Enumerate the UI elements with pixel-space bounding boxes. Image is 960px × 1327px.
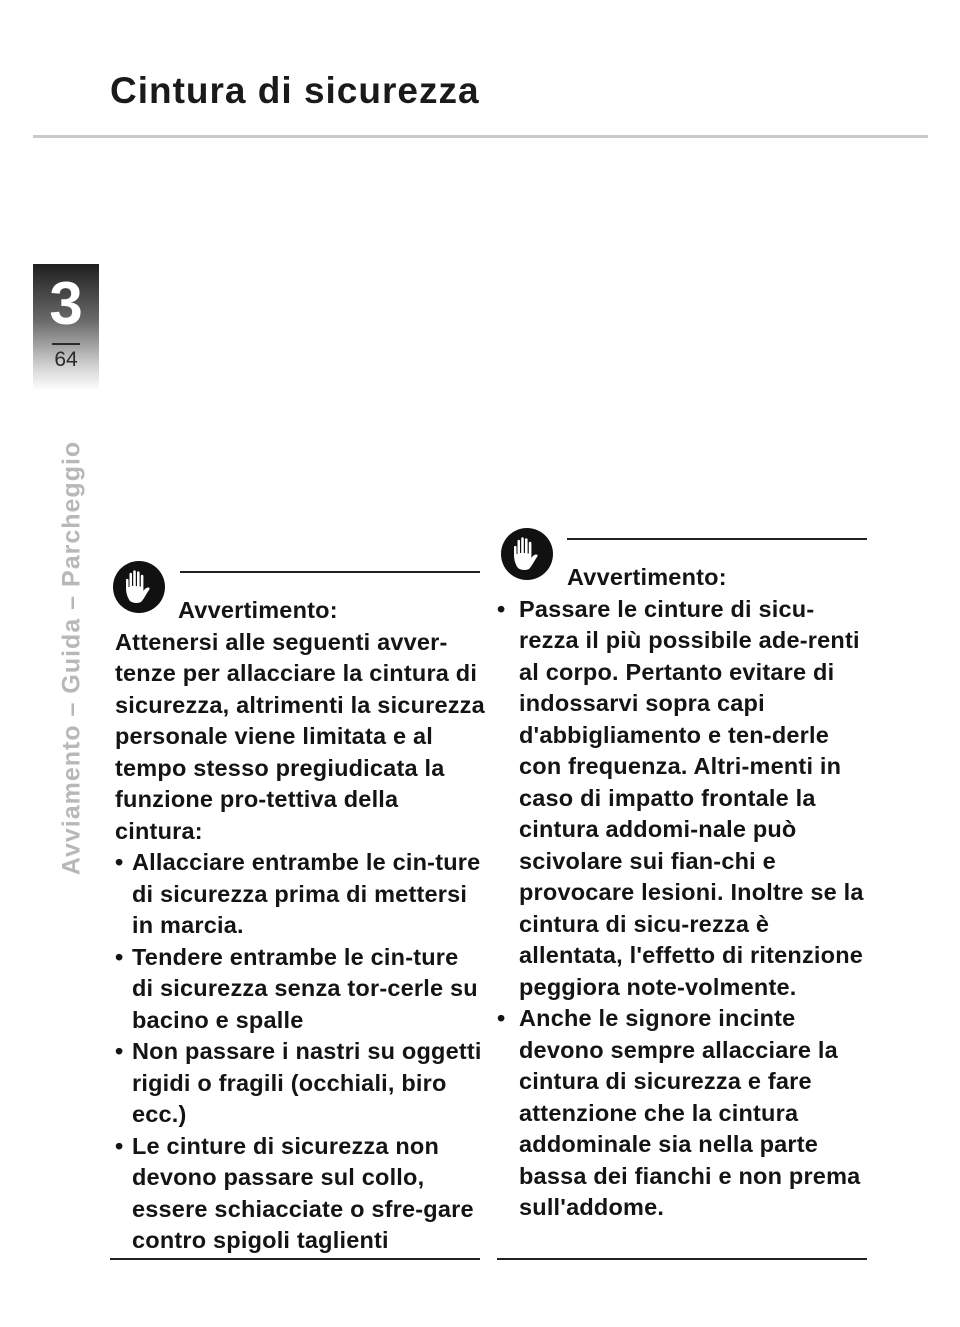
- chapter-number: 3: [49, 270, 83, 337]
- warning-bottom-rule: [110, 1258, 480, 1260]
- warning-box-right: [497, 562, 872, 1224]
- list-item: • Passare le cinture di sicu-rezza il più possibile ade-renti al corpo. Pertanto evitare di indossarvi sopra capi d'abbigliamento e ten-derle con frequenza. Altri-menti in caso di impatto frontale la cintura addomi-nale può scivolare sui fian-chi e provocare lesioni. Inoltre se la cintura di sicu-rezza è allentata, l'effetto di ritenzione peggiora note-volmente.: [497, 594, 872, 1004]
- page-title: Cintura di sicurezza: [110, 70, 480, 111]
- warning-label: Avvertimento:: [178, 597, 338, 623]
- page-number: 64: [54, 348, 78, 371]
- title-divider: [33, 135, 928, 138]
- warning-intro: Attenersi alle seguenti avver-tenze per allacciare la cintura di sicurezza, altrimenti la sicurezza personale viene limitata e al tempo stesso pregiudicata la funzione pro-tettiva della cintura:: [115, 628, 485, 844]
- warning-bullet-list: [497, 594, 872, 1224]
- chapter-tab: [33, 264, 99, 390]
- warning-header: [497, 562, 872, 594]
- warning-bullet-list: [115, 847, 485, 1257]
- warning-box-left: [115, 595, 485, 1257]
- warning-top-rule: [567, 538, 867, 540]
- list-item: • Anche le signore incinte devono sempre allacciare la cintura di sicurezza e fare attenzione che la cintura addominale sia nella parte bassa dei fianchi e non prema sull'addome.: [497, 1003, 872, 1224]
- hand-stop-icon: [113, 561, 165, 613]
- warning-header: [115, 595, 485, 627]
- section-side-label: Avviamento – Guida – Parcheggio: [57, 440, 86, 876]
- hand-stop-icon: [501, 528, 553, 580]
- list-item: • Allacciare entrambe le cin-ture di sicurezza prima di mettersi in marcia.: [115, 847, 485, 942]
- chapter-divider: [52, 343, 80, 345]
- list-item: • Le cinture di sicurezza non devono passare sul collo, essere schiacciate o sfre-gare contro spigoli taglienti: [115, 1131, 485, 1257]
- warning-top-rule: [180, 571, 480, 573]
- list-item: • Tendere entrambe le cin-ture di sicurezza senza tor-cerle su bacino e spalle: [115, 942, 485, 1037]
- warning-bottom-rule: [497, 1258, 867, 1260]
- list-item: • Non passare i nastri su oggetti rigidi o fragili (occhiali, biro ecc.): [115, 1036, 485, 1131]
- warning-label: Avvertimento:: [567, 564, 727, 590]
